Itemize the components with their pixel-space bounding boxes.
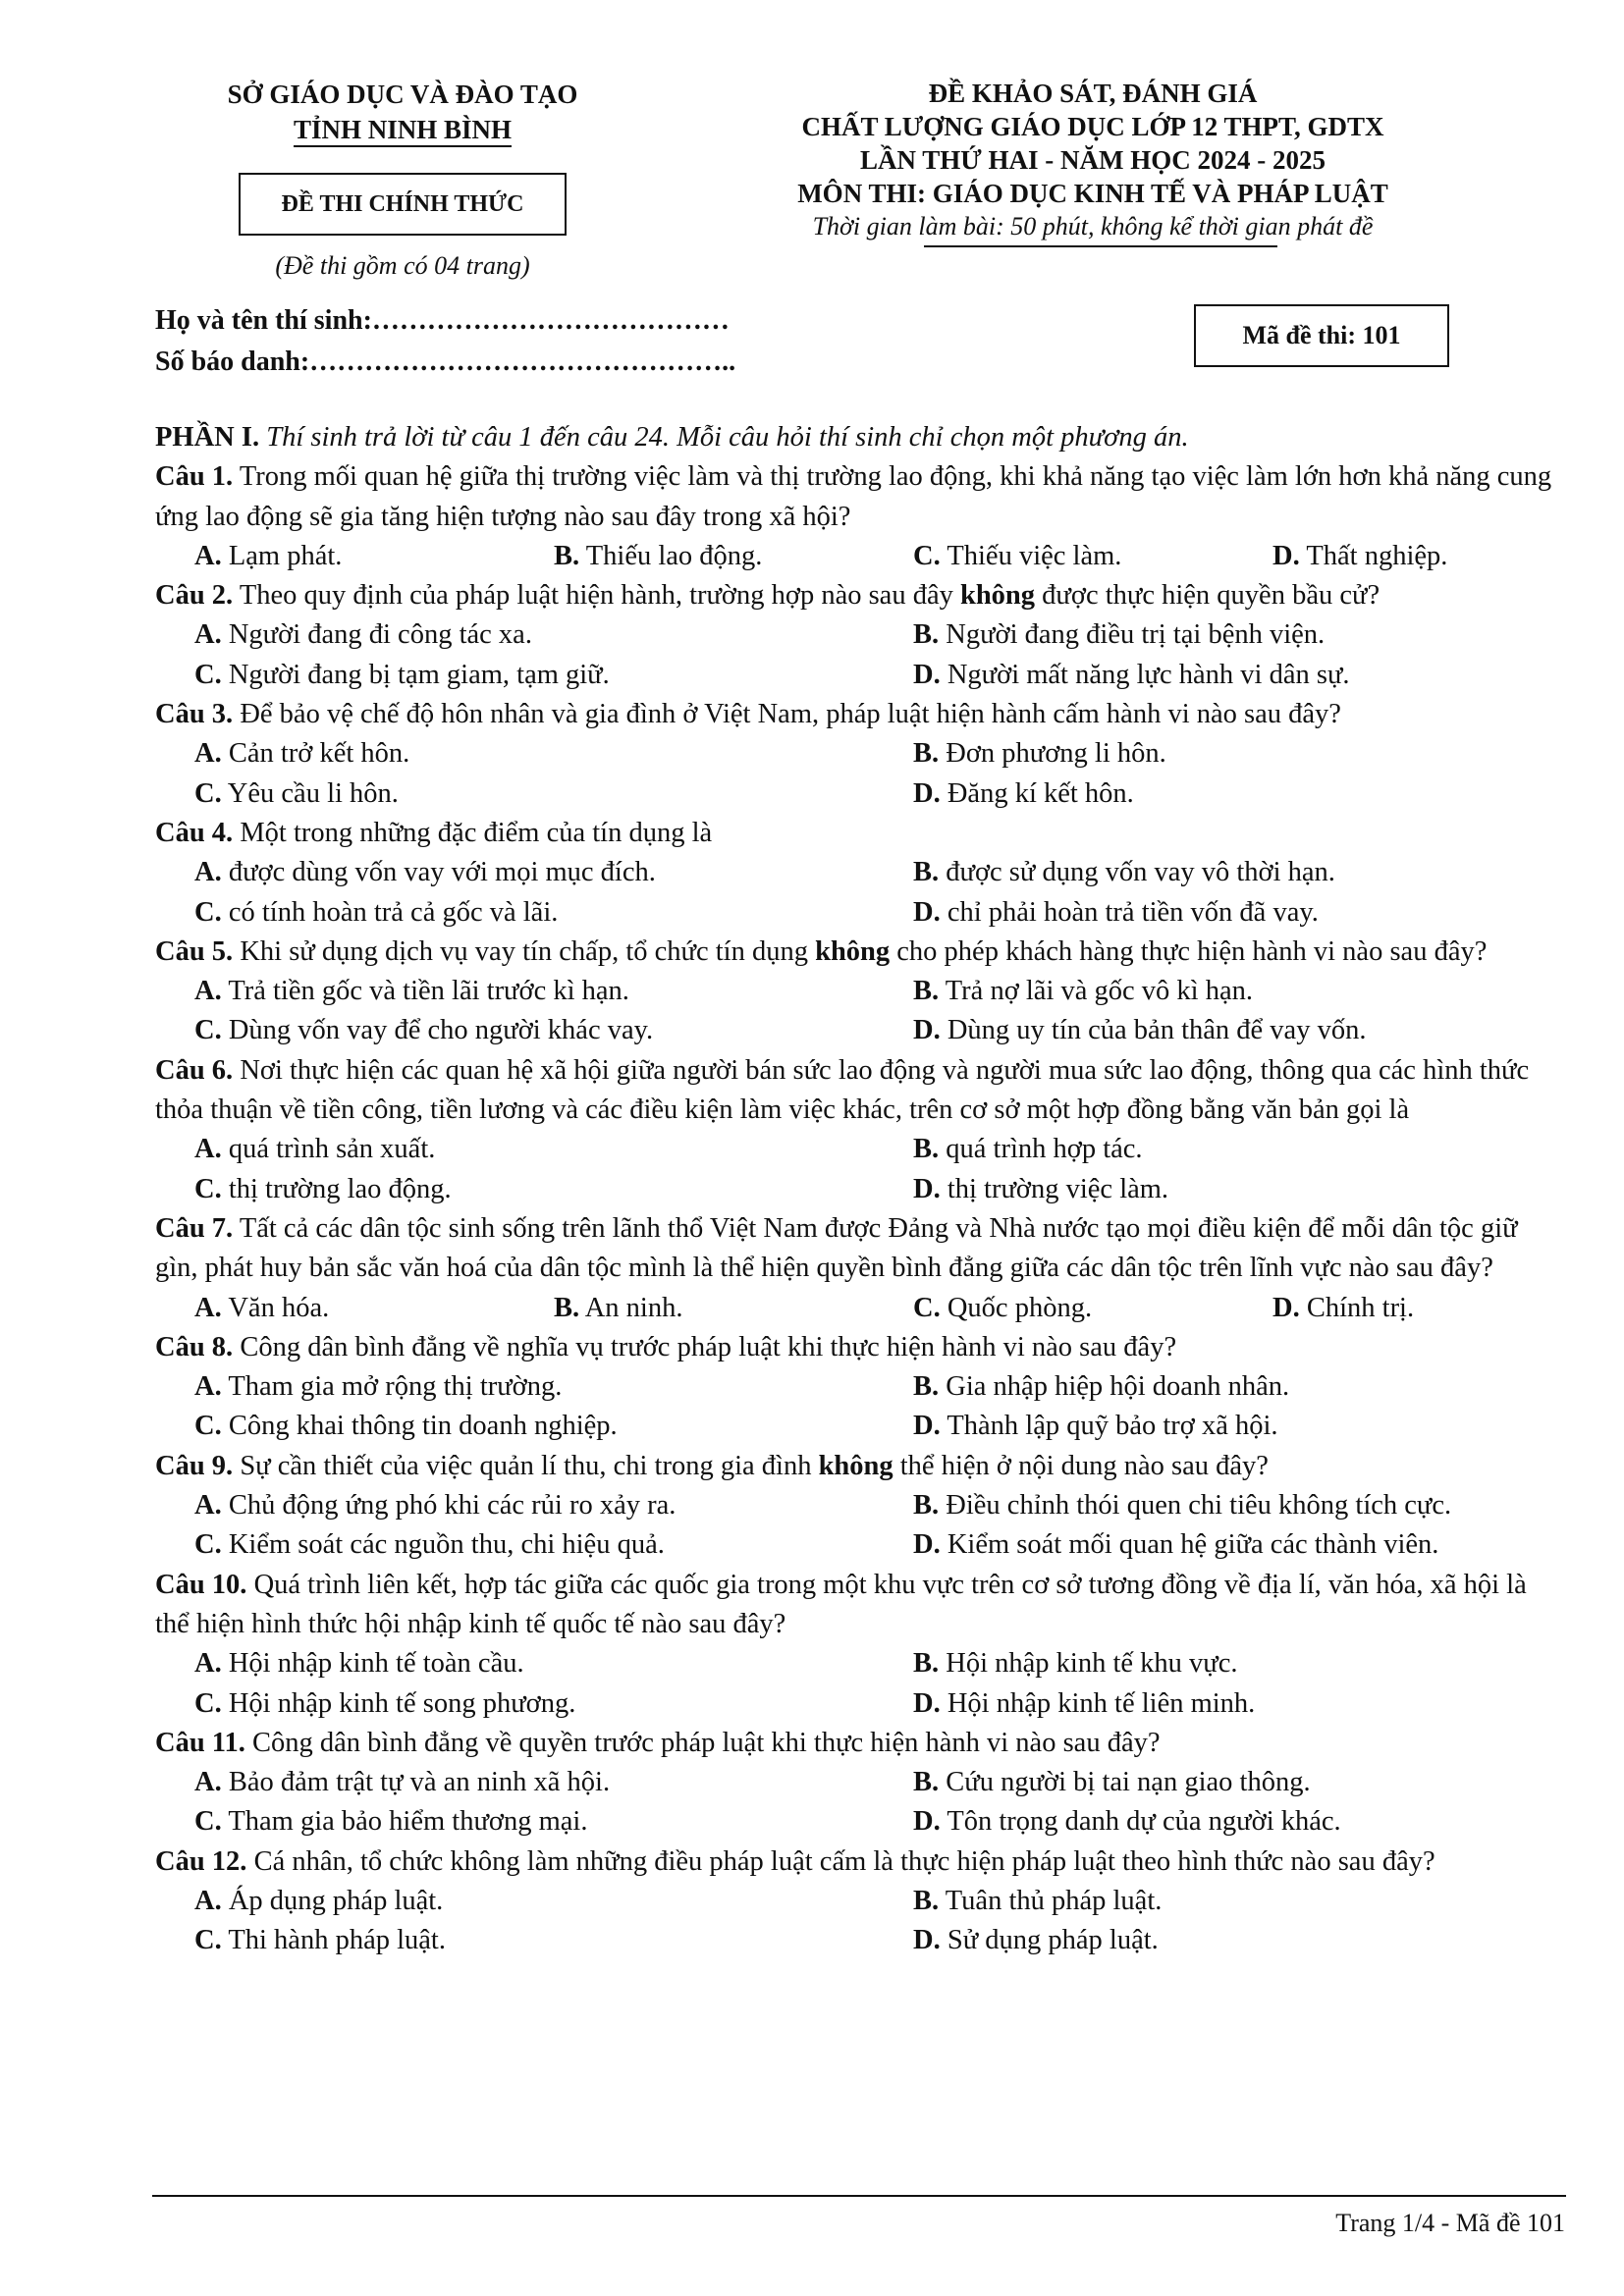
option-text: Hội nhập kinh tế khu vực. <box>946 1648 1238 1680</box>
answer-options <box>155 1644 1565 1724</box>
issuer-block <box>187 77 619 281</box>
answer-option <box>194 1011 913 1050</box>
question-number: Câu 9. <box>155 1450 234 1481</box>
answer-option <box>194 893 913 933</box>
option-letter: B. <box>554 540 580 571</box>
answer-option <box>913 1407 1581 1446</box>
candidate-name-line: Họ và tên thí sinh:………………………………… <box>155 305 730 336</box>
option-letter: D. <box>913 1925 941 1956</box>
option-text: Cản trở kết hôn. <box>228 738 410 770</box>
option-letter: D. <box>913 896 941 928</box>
option-text: Dùng uy tín của bản thân để vay vốn. <box>947 1015 1367 1046</box>
question <box>155 814 1565 853</box>
option-letter: C. <box>194 1806 222 1838</box>
answer-option <box>194 1644 913 1683</box>
option-text: Văn hóa. <box>228 1292 330 1323</box>
question-list <box>155 457 1565 1960</box>
answer-option <box>554 1289 913 1328</box>
exam-code-box: Mã đề thi: 101 <box>1194 304 1449 367</box>
question-text-cont: thể hiện ở nội dung nào sau đây? <box>899 1450 1269 1481</box>
answer-option <box>1272 537 1567 576</box>
option-text: An ninh. <box>584 1292 683 1323</box>
answer-option <box>913 893 1581 933</box>
option-letter: C. <box>913 1292 941 1323</box>
question <box>155 1566 1565 1645</box>
answer-options <box>155 1763 1565 1842</box>
question-text: Cá nhân, tổ chức không làm những điều pháp luật cấm là thực hiện pháp luật theo hình thức nào sau đây? <box>253 1845 1435 1877</box>
answer-options <box>155 1882 1565 1961</box>
answer-option <box>913 972 1581 1011</box>
question-number: Câu 11. <box>155 1727 245 1758</box>
question-number: Câu 12. <box>155 1845 247 1877</box>
option-text: Đơn phương li hôn. <box>946 738 1166 770</box>
answer-option <box>913 1130 1581 1169</box>
option-text: Thất nghiệp. <box>1306 540 1448 571</box>
option-text: Trả nợ lãi và gốc vô kì hạn. <box>945 976 1253 1007</box>
answer-option <box>913 1644 1581 1683</box>
answer-option <box>194 537 554 576</box>
option-letter: B. <box>913 857 940 888</box>
answer-option <box>194 1684 913 1724</box>
question <box>155 695 1565 734</box>
answer-option <box>194 1802 913 1842</box>
option-letter: C. <box>194 1015 222 1046</box>
option-text: Thi hành pháp luật. <box>228 1925 446 1956</box>
question-emphasis: không <box>818 1450 893 1481</box>
answer-options <box>155 972 1565 1051</box>
question-number: Câu 10. <box>155 1569 247 1600</box>
option-text: Hội nhập kinh tế song phương. <box>228 1687 576 1719</box>
option-letter: D. <box>913 1411 941 1442</box>
option-text: Kiểm soát mối quan hệ giữa các thành viên. <box>947 1529 1439 1561</box>
option-letter: B. <box>913 1767 940 1798</box>
answer-options <box>155 537 1565 576</box>
option-letter: A. <box>194 857 222 888</box>
question-text: Trong mối quan hệ giữa thị trường việc làm và thị trường lao động, khi khả năng tạo việc làm lớn hơn khả năng cung ứng lao động sẽ gia tăng hiện tượng nào sau đây trong xã hội? <box>155 461 1552 532</box>
question-emphasis: không <box>959 580 1036 612</box>
answer-option <box>913 1525 1581 1565</box>
question-number: Câu 4. <box>155 817 234 848</box>
exam-title-line-1: ĐỀ KHẢO SÁT, ĐÁNH GIÁ <box>928 79 1258 108</box>
option-text: Thành lập quỹ bảo trợ xã hội. <box>947 1411 1278 1442</box>
option-letter: A. <box>194 1292 222 1323</box>
option-letter: C. <box>194 896 222 928</box>
exam-title-block <box>734 77 1451 247</box>
question <box>155 1724 1565 1763</box>
option-text: thị trường việc làm. <box>947 1173 1169 1204</box>
option-text: Sử dụng pháp luật. <box>947 1925 1159 1956</box>
option-letter: D. <box>913 659 941 690</box>
option-letter: D. <box>913 1806 941 1838</box>
option-text: Thiếu việc làm. <box>947 540 1122 571</box>
option-text: Hội nhập kinh tế toàn cầu. <box>228 1648 524 1680</box>
page-footer: Trang 1/4 - Mã đề 101 <box>1335 2209 1565 2237</box>
answer-options <box>155 1367 1565 1447</box>
candidate-id-line: Số báo danh:……………………………………….. <box>155 347 736 377</box>
option-letter: A. <box>194 1885 222 1916</box>
department-name: SỞ GIÁO DỤC VÀ ĐÀO TẠO <box>227 80 578 109</box>
option-letter: A. <box>194 540 222 571</box>
option-letter: B. <box>913 1490 940 1522</box>
answer-option <box>194 1921 913 1960</box>
answer-option <box>913 1367 1581 1407</box>
option-letter: A. <box>194 1767 222 1798</box>
option-letter: D. <box>1272 540 1300 571</box>
candidate-info <box>155 300 735 383</box>
option-letter: B. <box>913 976 940 1007</box>
question-text: Theo quy định của pháp luật hiện hành, trường hợp nào sau đây <box>239 580 953 612</box>
answer-option <box>913 537 1272 576</box>
answer-option <box>1272 1289 1567 1328</box>
question-text: Để bảo vệ chế độ hôn nhân và gia đình ở Việt Nam, pháp luật hiện hành cấm hành vi nào sau đây? <box>240 699 1341 730</box>
option-text: quá trình hợp tác. <box>946 1134 1143 1165</box>
option-letter: A. <box>194 619 222 651</box>
option-text: Điều chỉnh thói quen chi tiêu không tích cực. <box>946 1490 1452 1522</box>
exam-title-line-2: CHẤT LƯỢNG GIÁO DỤC LỚP 12 THPT, GDTX <box>801 112 1384 141</box>
question-text: Công dân bình đẳng về quyền trước pháp luật khi thực hiện hành vi nào sau đây? <box>252 1727 1161 1758</box>
part-instruction: Thí sinh trả lời từ câu 1 đến câu 24. Mỗi câu hỏi thí sinh chỉ chọn một phương án. <box>266 422 1189 453</box>
answer-option <box>913 1289 1272 1328</box>
exam-subject: MÔN THI: GIÁO DỤC KINH TẾ VÀ PHÁP LUẬT <box>797 179 1388 208</box>
question <box>155 1842 1565 1882</box>
option-text: Yêu cầu li hôn. <box>227 777 399 809</box>
question-text: Khi sử dụng dịch vụ vay tín chấp, tổ chức tín dụng <box>240 935 808 967</box>
question <box>155 933 1565 972</box>
option-letter: C. <box>194 1411 222 1442</box>
option-letter: B. <box>554 1292 580 1323</box>
question-number: Câu 6. <box>155 1054 234 1086</box>
option-letter: D. <box>913 1529 941 1561</box>
answer-option <box>913 1921 1581 1960</box>
answer-option <box>194 1882 913 1921</box>
answer-option <box>194 1407 913 1446</box>
part-heading <box>155 418 1565 457</box>
question <box>155 1328 1565 1367</box>
answer-options <box>155 734 1565 814</box>
answer-option <box>194 1289 554 1328</box>
option-text: quá trình sản xuất. <box>228 1134 436 1165</box>
question <box>155 457 1565 537</box>
answer-option <box>913 1882 1581 1921</box>
option-letter: B. <box>913 1648 940 1680</box>
option-letter: C. <box>194 1529 222 1561</box>
question-text: Quá trình liên kết, hợp tác giữa các quốc gia trong một khu vực trên cơ sở tương đồng về địa lí, văn hóa, xã hội là thể hiện hình thức hội nhập kinh tế quốc tế nào sau đây? <box>155 1569 1527 1639</box>
answer-option <box>194 1525 913 1565</box>
answer-option <box>554 537 913 576</box>
answer-option <box>913 774 1581 814</box>
option-letter: A. <box>194 1648 222 1680</box>
question-number: Câu 5. <box>155 935 234 967</box>
option-letter: A. <box>194 1134 222 1165</box>
option-letter: D. <box>1272 1292 1300 1323</box>
question-text-cont: cho phép khách hàng thực hiện hành vi nào sau đây? <box>896 935 1488 967</box>
option-letter: C. <box>194 1173 222 1204</box>
question-text: Tất cả các dân tộc sinh sống trên lãnh thổ Việt Nam được Đảng và Nhà nước tạo mọi điều kiện để mỗi dân tộc giữ gìn, phát huy bản sắc văn hoá của dân tộc mình là thể hiện quyền bình đẳng giữa các dân tộc trên lĩnh vực nào sau đây? <box>155 1212 1518 1284</box>
option-text: Tôn trọng danh dự của người khác. <box>947 1806 1341 1838</box>
answer-option <box>913 734 1581 774</box>
answer-options <box>155 1289 1565 1328</box>
pages-note: (Đề thi gồm có 04 trang) <box>275 251 530 280</box>
answer-option <box>194 774 913 814</box>
question-text: Nơi thực hiện các quan hệ xã hội giữa người bán sức lao động và người mua sức lao động, thông qua các hình thức thỏa thuận về tiền công, tiền lương và các điều kiện làm việc khác, trên cơ sở một hợp đồng bằng văn bản gọi là <box>155 1054 1530 1126</box>
option-letter: C. <box>913 540 941 571</box>
answer-option <box>194 1486 913 1525</box>
option-letter: A. <box>194 1371 222 1403</box>
option-text: Người đang bị tạm giam, tạm giữ. <box>228 659 610 690</box>
question-body <box>155 418 1565 1961</box>
question-number: Câu 1. <box>155 461 234 493</box>
option-text: có tính hoàn trả cả gốc và lãi. <box>228 896 559 928</box>
option-text: chỉ phải hoàn trả tiền vốn đã vay. <box>947 896 1319 928</box>
answer-option <box>194 1763 913 1802</box>
answer-option <box>194 972 913 1011</box>
answer-option <box>913 1802 1581 1842</box>
question <box>155 1051 1565 1131</box>
question <box>155 576 1565 615</box>
option-text: Lạm phát. <box>228 540 343 571</box>
answer-option <box>913 1011 1581 1050</box>
question-text-cont: được thực hiện quyền bầu cử? <box>1042 580 1380 612</box>
province-name <box>187 112 619 147</box>
answer-options <box>155 615 1565 695</box>
option-text: Thiếu lao động. <box>585 540 763 571</box>
option-letter: D. <box>913 1173 941 1204</box>
option-text: Bảo đảm trật tự và an ninh xã hội. <box>228 1767 611 1798</box>
option-letter: D. <box>913 777 941 809</box>
answer-options <box>155 1130 1565 1209</box>
option-letter: B. <box>913 1885 940 1916</box>
option-text: Người đang điều trị tại bệnh viện. <box>946 619 1326 651</box>
option-letter: B. <box>913 1371 940 1403</box>
option-text: Áp dụng pháp luật. <box>228 1885 444 1916</box>
option-text: Tuân thủ pháp luật. <box>945 1885 1163 1916</box>
answer-option <box>194 615 913 655</box>
answer-option <box>194 656 913 695</box>
option-text: Hội nhập kinh tế liên minh. <box>947 1687 1256 1719</box>
province-name-text: TỈNH NINH BÌNH <box>294 115 512 147</box>
option-letter: C. <box>194 1925 222 1956</box>
option-letter: A. <box>194 738 222 770</box>
option-letter: B. <box>913 1134 940 1165</box>
option-letter: D. <box>913 1687 941 1719</box>
option-letter: A. <box>194 976 222 1007</box>
question-number: Câu 8. <box>155 1331 234 1362</box>
question <box>155 1209 1565 1289</box>
official-exam-box: ĐỀ THI CHÍNH THỨC <box>239 173 567 236</box>
option-text: Đăng kí kết hôn. <box>947 777 1134 809</box>
question <box>155 1447 1565 1486</box>
option-text: Dùng vốn vay để cho người khác vay. <box>228 1015 654 1046</box>
option-text: Quốc phòng. <box>947 1292 1093 1323</box>
part-label: PHẦN I. <box>155 422 260 453</box>
option-text: Tham gia mở rộng thị trường. <box>228 1371 563 1403</box>
footer-divider <box>152 2195 1566 2197</box>
option-letter: D. <box>913 1015 941 1046</box>
answer-option <box>194 853 913 892</box>
option-letter: C. <box>194 777 222 809</box>
option-letter: C. <box>194 659 222 690</box>
option-letter: C. <box>194 1687 222 1719</box>
option-text: Người đang đi công tác xa. <box>228 619 532 651</box>
answer-option <box>913 1684 1581 1724</box>
answer-option <box>194 1130 913 1169</box>
exam-title-line-3: LẦN THỨ HAI - NĂM HỌC 2024 - 2025 <box>860 145 1326 175</box>
option-text: Chính trị. <box>1306 1292 1415 1323</box>
option-text: Chủ động ứng phó khi các rủi ro xảy ra. <box>228 1490 677 1522</box>
title-underline <box>924 245 1277 247</box>
answer-option <box>194 734 913 774</box>
time-note: Thời gian làm bài: 50 phút, không kể thời gian phát đề <box>812 212 1374 240</box>
answer-options <box>155 853 1565 933</box>
answer-option <box>913 853 1581 892</box>
answer-option <box>913 656 1581 695</box>
option-text: được dùng vốn vay với mọi mục đích. <box>228 857 656 888</box>
answer-options <box>155 1486 1565 1566</box>
answer-option <box>913 1486 1581 1525</box>
question-text: Một trong những đặc điểm của tín dụng là <box>240 817 713 848</box>
answer-option <box>913 615 1581 655</box>
answer-option <box>194 1170 913 1209</box>
answer-option <box>913 1170 1581 1209</box>
option-letter: B. <box>913 738 940 770</box>
option-text: Kiểm soát các nguồn thu, chi hiệu quả. <box>228 1529 665 1561</box>
question-number: Câu 2. <box>155 580 234 612</box>
answer-option <box>194 1367 913 1407</box>
option-letter: A. <box>194 1490 222 1522</box>
answer-option <box>913 1763 1581 1802</box>
question-text: Sự cần thiết của việc quản lí thu, chi trong gia đình <box>240 1450 812 1481</box>
option-text: Cứu người bị tai nạn giao thông. <box>946 1767 1311 1798</box>
option-text: Công khai thông tin doanh nghiệp. <box>228 1411 618 1442</box>
question-number: Câu 7. <box>155 1212 234 1244</box>
option-text: Gia nhập hiệp hội doanh nhân. <box>946 1371 1290 1403</box>
question-emphasis: không <box>815 935 891 967</box>
option-text: Tham gia bảo hiểm thương mại. <box>228 1806 588 1838</box>
option-text: được sử dụng vốn vay vô thời hạn. <box>946 857 1335 888</box>
option-text: Người mất năng lực hành vi dân sự. <box>947 659 1350 690</box>
option-letter: B. <box>913 619 940 651</box>
option-text: Trả tiền gốc và tiền lãi trước kì hạn. <box>228 976 629 1007</box>
question-text: Công dân bình đẳng về nghĩa vụ trước pháp luật khi thực hiện hành vi nào sau đây? <box>240 1331 1177 1362</box>
option-text: thị trường lao động. <box>228 1173 452 1204</box>
question-number: Câu 3. <box>155 699 234 730</box>
